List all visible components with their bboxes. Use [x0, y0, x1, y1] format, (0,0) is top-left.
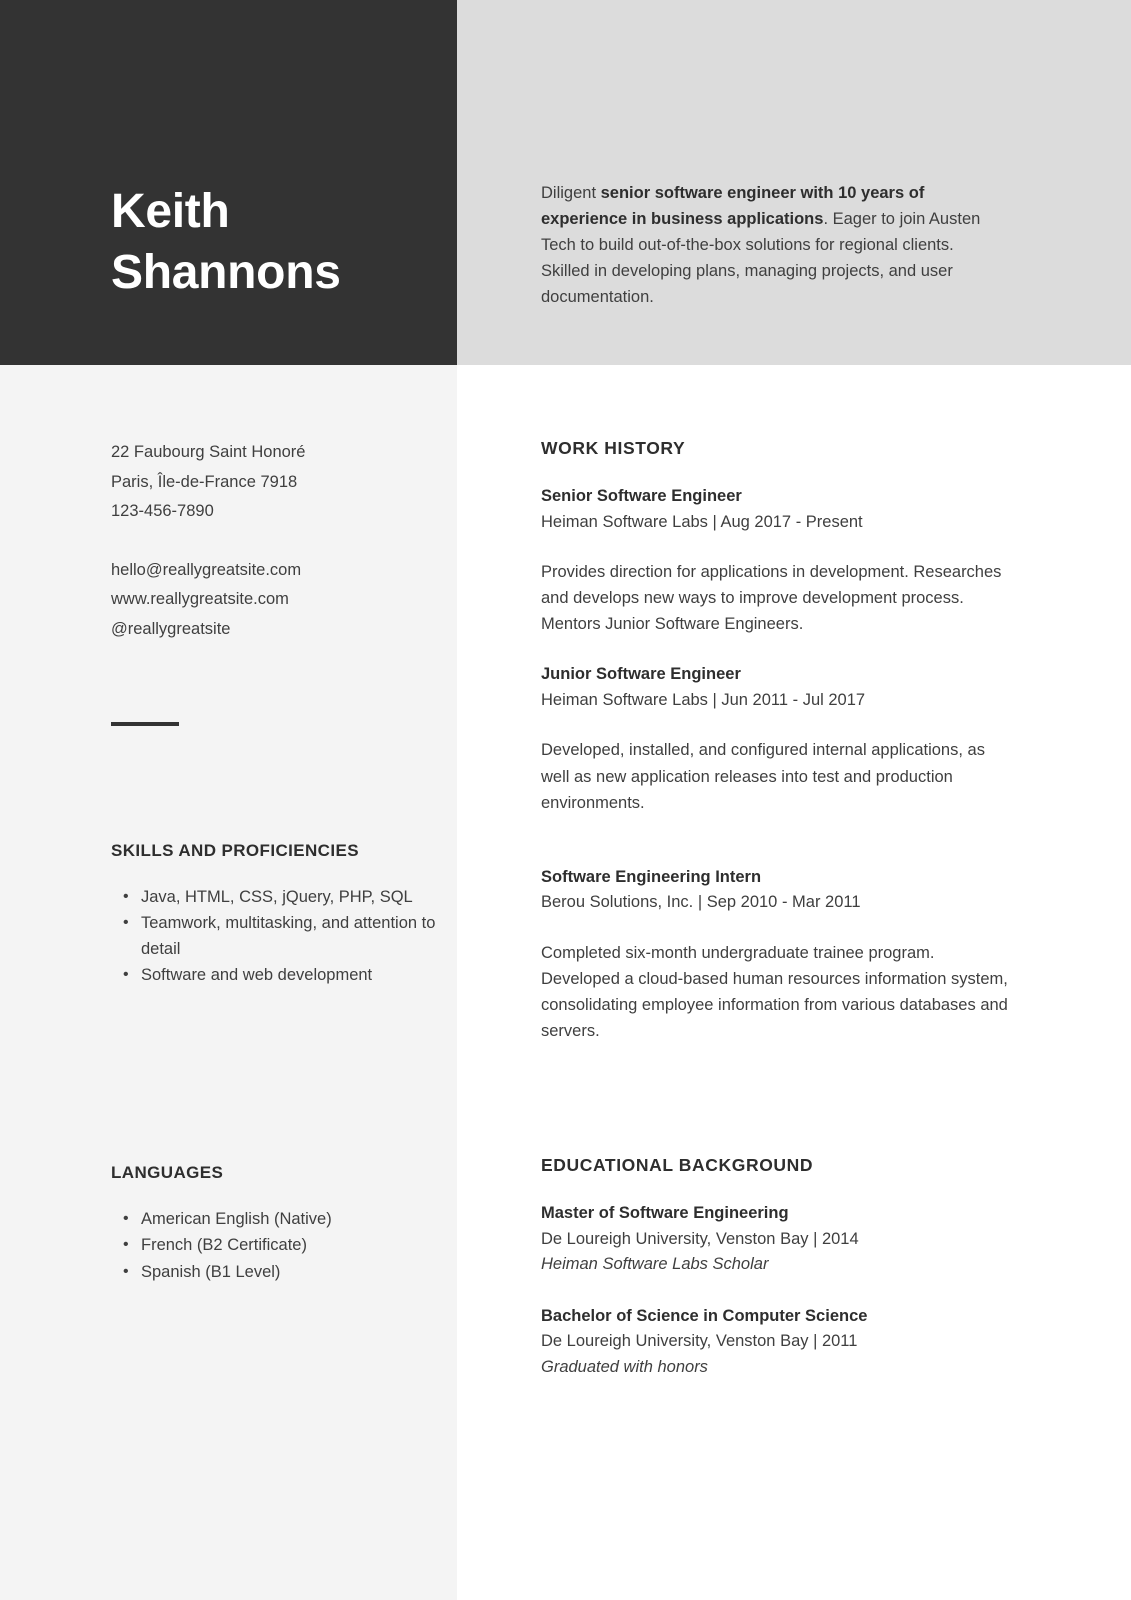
job-description: Developed, installed, and configured internal applications, as well as new application releases into test and production environments.: [541, 741, 985, 812]
degree-title: Master of Software Engineering: [541, 1204, 789, 1222]
contact-address-line-1: 22 Faubourg Saint Honoré: [111, 443, 306, 461]
work-history-heading: WORK HISTORY: [541, 438, 686, 458]
job-meta: Heiman Software Labs | Jun 2011 - Jul 2017: [541, 690, 866, 709]
list-item: • Teamwork, multitasking, and attention to detail: [111, 911, 441, 962]
job-meta: Heiman Software Labs | Aug 2017 - Present: [541, 512, 863, 531]
work-entry: [541, 484, 1011, 637]
degree-meta: De Loureigh University, Venston Bay | 2011: [541, 1332, 858, 1351]
contact-spacer: [111, 527, 441, 556]
list-item: • Spanish (B1 Level): [111, 1260, 441, 1285]
summary-paragraph: [541, 180, 991, 310]
section-divider: [111, 722, 179, 726]
job-title: Software Engineering Intern: [541, 867, 762, 886]
languages-section: [111, 1158, 441, 1286]
contact-website[interactable]: www.reallygreatsite.com: [111, 590, 289, 608]
education-section: [541, 1155, 1011, 1380]
job-title: Senior Software Engineer: [541, 487, 742, 505]
summary-rest: . Eager to join Austen Tech to build out-of-the-box solutions for regional clients. Skilled in developing plans, managing projects, and user documentation.: [541, 210, 981, 307]
job-description: Provides direction for applications in development. Researches and develops new ways to improve development process. Mentors Junior Software Engineers.: [541, 563, 1002, 634]
education-entry: [541, 1201, 1011, 1278]
skills-heading: SKILLS AND PROFICIENCIES: [111, 841, 359, 860]
professional-summary: [541, 180, 991, 310]
job-title: Junior Software Engineer: [541, 665, 741, 684]
contact-phone[interactable]: 123-456-7890: [111, 502, 214, 520]
list-item: • Software and web development: [111, 963, 441, 988]
work-entry: [541, 865, 1011, 1044]
skills-section: [111, 836, 441, 990]
contact-social-handle[interactable]: @reallygreatsite: [111, 619, 231, 638]
work-entry: [541, 662, 1011, 815]
entry-spacer: [541, 1278, 1011, 1304]
education-entry: [541, 1304, 1011, 1381]
languages-list: [111, 1207, 441, 1285]
degree-meta: De Loureigh University, Venston Bay | 2014: [541, 1229, 859, 1248]
degree-title: Bachelor of Science in Computer Science: [541, 1306, 868, 1325]
contact-block: [111, 438, 441, 644]
skills-list: [111, 885, 441, 989]
list-item: • American English (Native): [111, 1207, 441, 1232]
entry-spacer: [541, 816, 1011, 865]
summary-emphasis: senior software engineer with 10 years of experience in business applications: [541, 184, 925, 229]
languages-heading: LANGUAGES: [111, 1163, 224, 1182]
degree-note: Heiman Software Labs Scholar: [541, 1255, 769, 1274]
candidate-name: [111, 181, 451, 304]
summary-lead: Diligent: [541, 184, 601, 202]
degree-note: Graduated with honors: [541, 1357, 708, 1376]
list-item: • French (B2 Certificate): [111, 1233, 441, 1258]
main-content: [541, 438, 1011, 1376]
contact-address-line-2: Paris, Île-de-France 7918: [111, 472, 298, 491]
entry-spacer: [541, 637, 1011, 662]
first-name: Keith: [111, 185, 230, 238]
contact-email[interactable]: hello@reallygreatsite.com: [111, 560, 302, 579]
job-description: Completed six-month undergraduate trainee program. Developed a cloud-based human resources information system, consolidating employee information from various databases and servers.: [541, 943, 1008, 1040]
job-meta: Berou Solutions, Inc. | Sep 2010 - Mar 2011: [541, 893, 861, 912]
education-heading: EDUCATIONAL BACKGROUND: [541, 1155, 814, 1175]
last-name: Shannons: [111, 246, 341, 300]
sidebar-content: [111, 438, 441, 1281]
list-item: • Java, HTML, CSS, jQuery, PHP, SQL: [111, 885, 441, 910]
